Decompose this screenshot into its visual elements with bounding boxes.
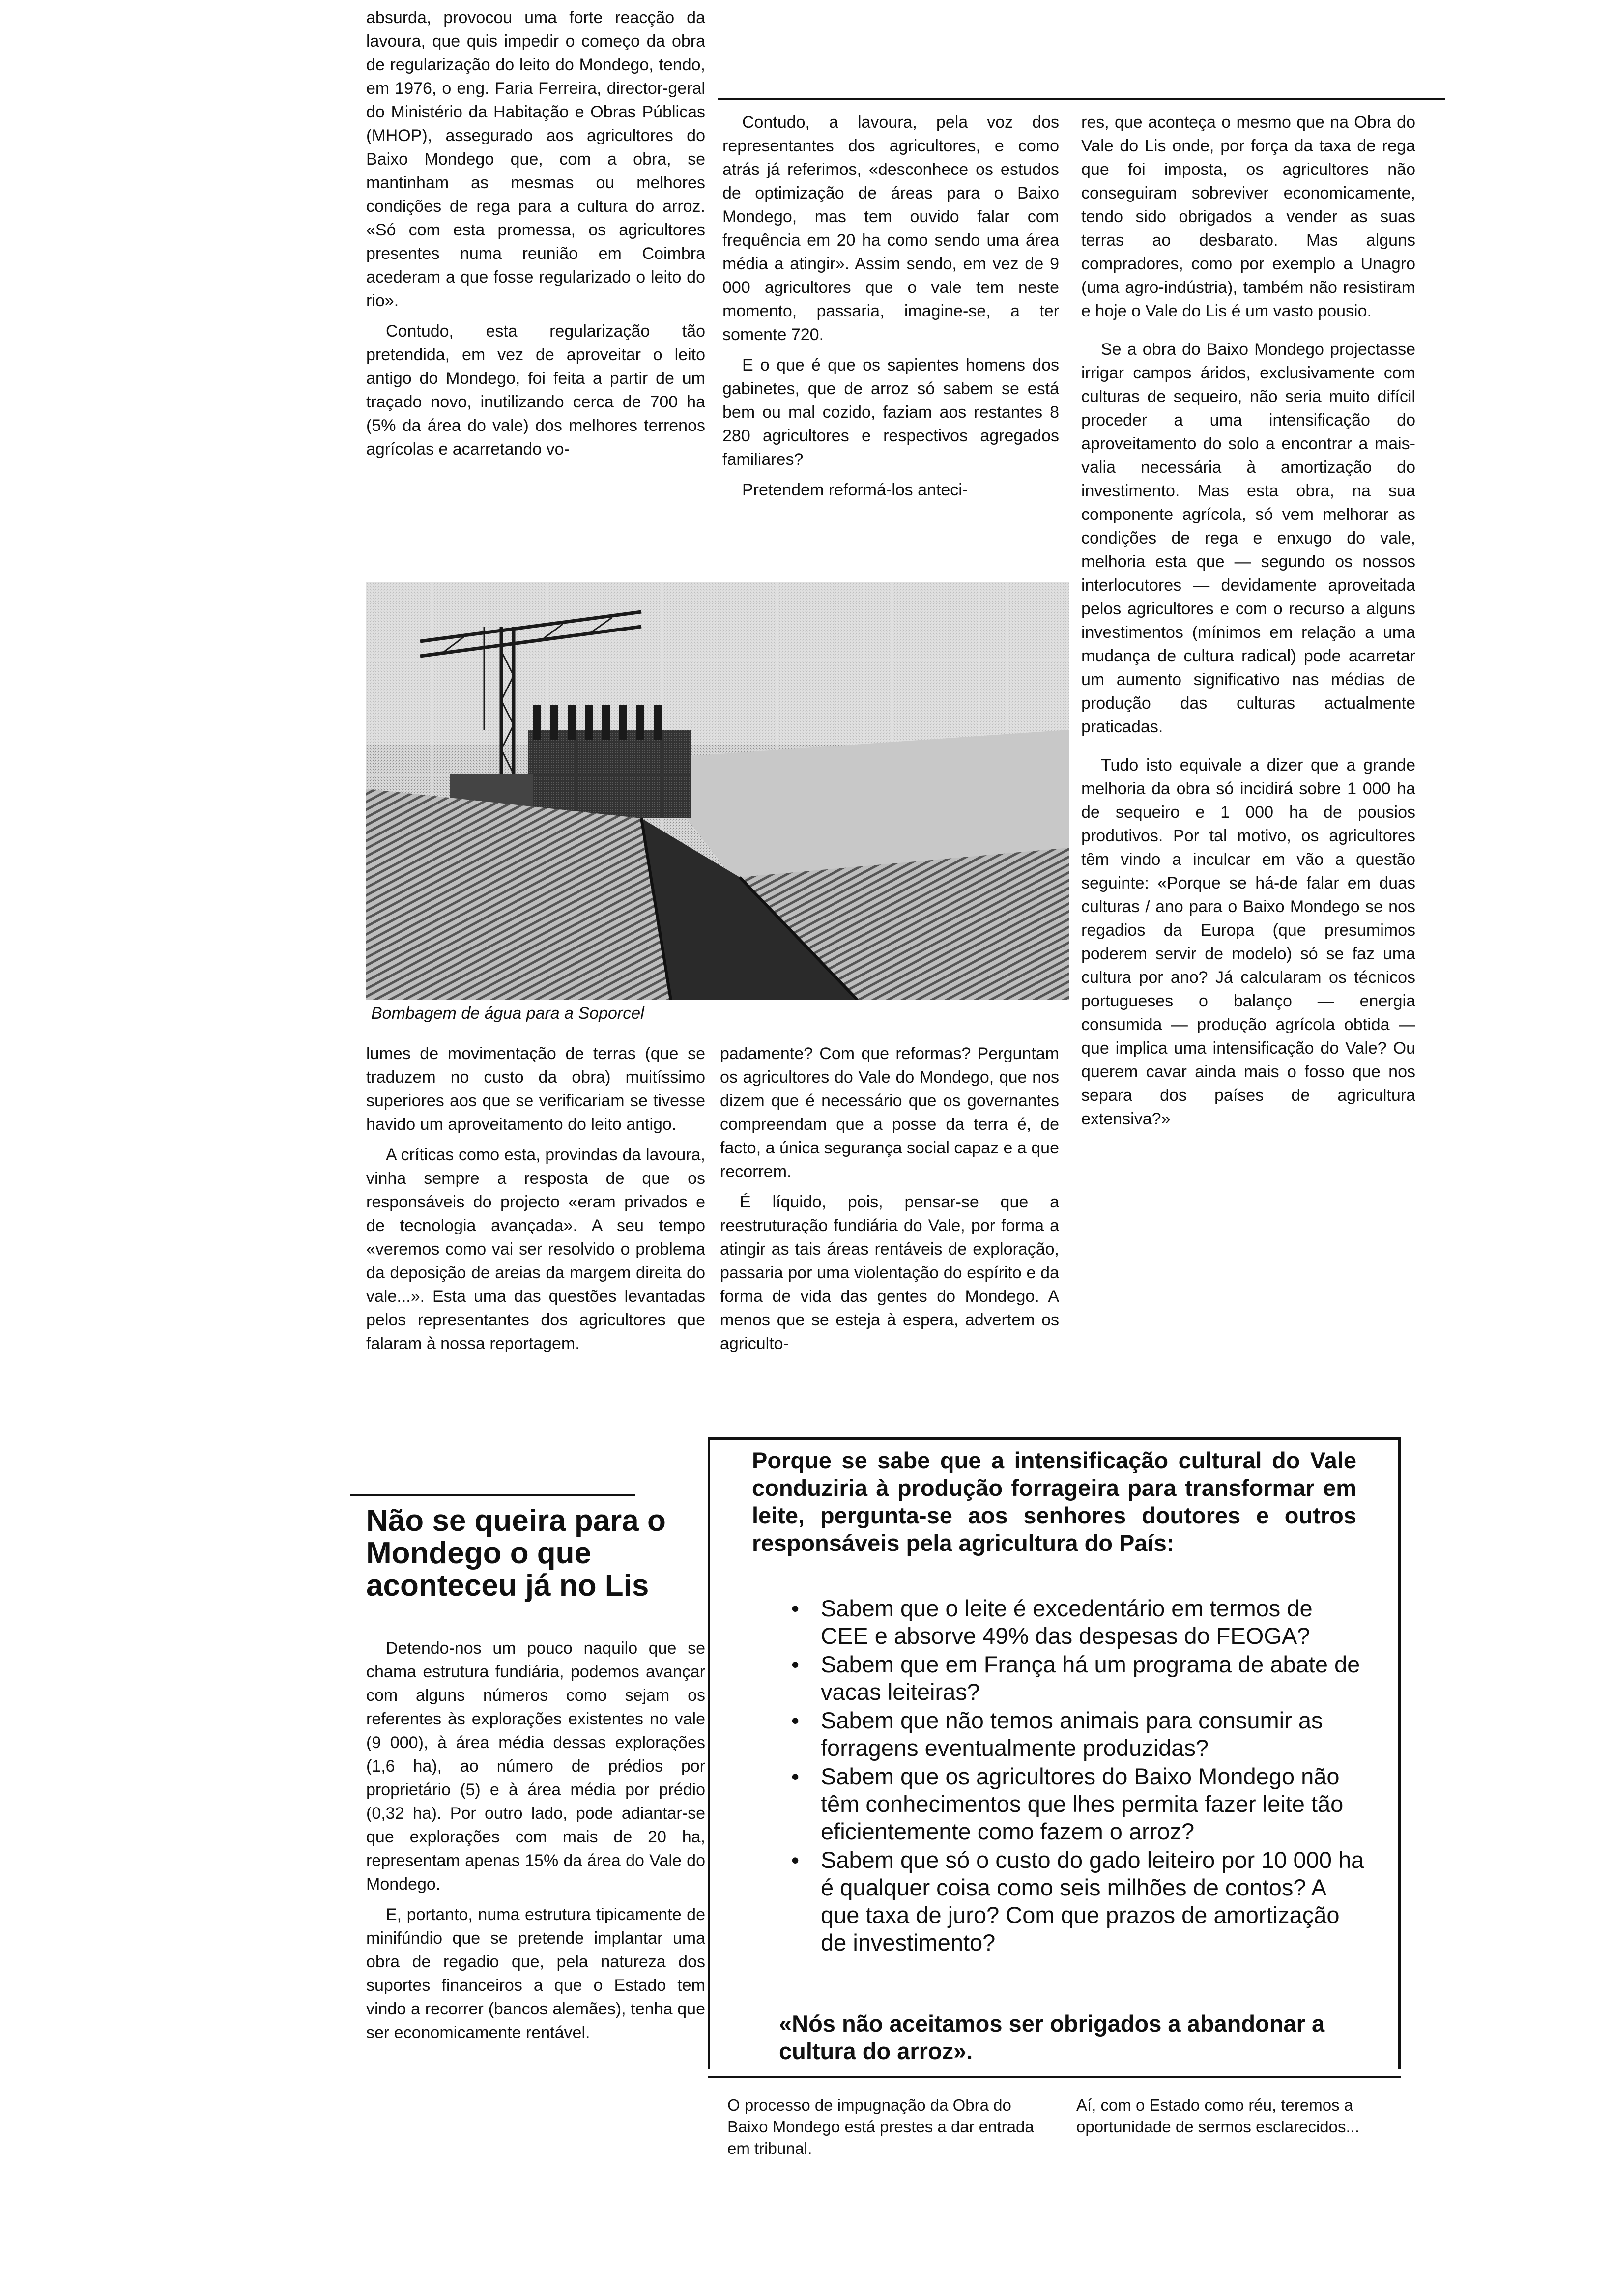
box-quote: «Nós não aceitamos ser obrigados a abandonar a cultura do arroz». <box>779 2010 1325 2064</box>
list-item <box>791 1595 1366 1650</box>
question-text: Sabem que só o custo do gado leiteiro por 10 000 ha é qualquer coisa como seis milhões de contos? A que taxa de juro? Com que prazos de amortização de investimento? <box>821 1847 1364 1955</box>
list-item <box>791 1763 1366 1845</box>
question-text: Sabem que o leite é excedentário em termos de CEE e absorve 49% das despesas do FEOGA? <box>821 1595 1313 1649</box>
paragraph: A críticas como esta, provindas da lavoura, vinha sempre a resposta de que os responsáveis do projecto «eram privados e de tecnologia avançada». A seu tempo «veremos como vai ser resolvido o problema da deposição de areias da margem direita do vale...». Esta uma das questões levantadas pelos representantes dos agricultores que falaram à nossa reportagem. <box>366 1146 705 1353</box>
question-text: Sabem que não temos animais para consumir as forragens eventualmente produzidas? <box>821 1707 1323 1761</box>
paragraph: Se a obra do Baixo Mondego projectasse irrigar campos áridos, exclusivamente com culturas de sequeiro, não seria muito difícil proceder a uma intensificação do aproveitamento do solo a encontrar a mais-valia necessária à amortização do investimento. Mas esta obra, na sua componente agrícola, só vem melhorar as condições de rega e enxugo do vale, melhoria esta que — segundo os nossos interlocutores — devidamente aproveitada pelos agricultores e com o recurso a alguns investimentos (mínimos em relação a uma mudança de cultura radical) pode acarretar um aumento significativo nas médias de produção das culturas actualmente praticadas. <box>1081 340 1415 736</box>
paragraph: res, que aconteça o mesmo que na Obra do Vale do Lis onde, por força da taxa de rega que foi imposta, os agricultores não conseguiram sobreviver economicamente, tendo sido obrigados a vender as suas terras ao desbarato. Mas alguns compradores, como por exemplo a Unagro (uma agro-indústria), também não resistiram e hoje o Vale do Lis é um vasto pousio. <box>1081 113 1415 320</box>
bullet-icon: • <box>791 1708 800 1733</box>
question-box <box>708 1437 1401 2069</box>
list-item <box>791 1846 1366 1956</box>
footer-right: Aí, com o Estado como réu, teremos a oportunidade de sermos esclarecidos... <box>1076 2096 1359 2136</box>
paragraph: Tudo isto equivale a dizer que a grande melhoria da obra só incidirá sobre 1 000 ha de sequeiro e 1 000 ha de pousios produtivos. Por tal motivo, os agricultores têm vindo a inculcar em vão a questão seguinte: «Porque se há-de falar em duas culturas / ano para o Baixo Mondego se nos regadios da Europa (que presumimos poderem servir de modelo) só se faz uma cultura por ano? Já calcularam os técnicos portugueses o balanço — energia consumida — produção agrícola obtida — que implica uma intensificação do Vale? Ou querem cavar ainda mais o fosso que nos separa dos países de agricultura extensiva?» <box>1081 756 1415 1128</box>
question-text: Sabem que em França há um programa de abate de vacas leiteiras? <box>821 1651 1360 1705</box>
paragraph: Pretendem reformá-los anteci- <box>742 481 968 499</box>
paragraph: Contudo, a lavoura, pela voz dos representantes dos agricultores, e como atrás já referimos, «desconhece os estudos de optimização de áreas para o Baixo Mondego, mas tem ouvido falar com frequência em 20 ha como sendo uma área média a atingir». Assim sendo, em vez de 9 000 agricultores que o vale tem neste momento, passaria, imagine-se, a ter somente 720. <box>722 113 1059 344</box>
column-a-mid <box>366 1042 705 1362</box>
paragraph: absurda, provocou uma forte reacção da lavoura, que quis impedir o começo da obra de regularização do leito do Mondego, tendo, em 1976, o eng. Faria Ferreira, director-geral do Ministério da Habitação e Obras Públicas (MHOP), assegurado aos agricultores do Baixo Mondego que, com a obra, se mantinham as mesmas ou melhores condições de rega para a cultura do arroz. «Só com esta promessa, os agricultores presentes numa reunião em Coimbra acederam a que fosse regularizado o leito do rio». <box>366 8 705 310</box>
column-b-top <box>722 111 1059 509</box>
bullet-icon: • <box>791 1596 800 1621</box>
paragraph: Contudo, esta regularização tão pretendida, em vez de aproveitar o leito antigo do Mondego, foi feita a partir de um traçado novo, inutilizando cerca de 700 ha (5% da área do vale) dos melhores terrenos agrícolas e acarretando vo- <box>366 322 705 459</box>
bullet-icon: • <box>791 1764 800 1789</box>
box-bottom-rule <box>708 2076 1401 2078</box>
question-list <box>791 1595 1366 1957</box>
list-item <box>791 1707 1366 1762</box>
paragraph: É líquido, pois, pensar-se que a reestruturação fundiária do Vale, por forma a atingir as tais áreas rentáveis de exploração, passaria por uma violentação do espírito e da forma de vida das gentes do Mondego. A menos que se esteja à espera, advertem os agriculto- <box>720 1193 1059 1353</box>
header-rule <box>718 98 1445 100</box>
box-intro: Porque se sabe que a intensificação cultural do Vale conduziria à produção forrageira para transformar em leite, pergunta-se aos senhores doutores e outros responsáveis pela agricultura do País: <box>752 1447 1356 1556</box>
bullet-icon: • <box>791 1652 800 1677</box>
photo-caption: Bombagem de água para a Soporcel <box>371 1004 644 1023</box>
photo-water-pumping <box>366 582 1069 1000</box>
column-c <box>1081 111 1415 1138</box>
column-a-bottom <box>366 1636 705 2051</box>
list-item <box>791 1651 1366 1706</box>
paragraph: lumes de movimentação de terras (que se traduzem no custo da obra) muitíssimo superiores aos que se verificariam se tivesse havido um aproveitamento do leito antigo. <box>366 1044 705 1134</box>
section-rule <box>350 1494 635 1496</box>
column-b-mid <box>720 1042 1059 1362</box>
paragraph: padamente? Com que reformas? Perguntam os agricultores do Vale do Mondego, que nos dizem que é necessário que os governantes compreendam que a posse da terra é, de facto, a única segurança social capaz e a que recorrem. <box>720 1044 1059 1181</box>
question-text: Sabem que os agricultores do Baixo Mondego não têm conhecimentos que lhes permita fazer leite tão eficientemente como fazem o arroz? <box>821 1763 1344 1844</box>
subheading: Não se queira para o Mondego o que aconteceu já no Lis <box>366 1504 666 1603</box>
bullet-icon: • <box>791 1847 800 1873</box>
column-a-top <box>366 6 705 468</box>
paragraph: Detendo-nos um pouco naquilo que se chama estrutura fundiária, podemos avançar com alguns números como sejam os referentes às explorações existentes no vale (9 000), à área média dessas explorações (1,6 ha), ao número de prédios por proprietário (5) e à área média por prédio (0,32 ha). Por outro lado, pode adiantar-se que explorações com mais de 20 ha, representam apenas 15% da área do Vale do Mondego. <box>366 1639 705 1894</box>
footer-left: O processo de impugnação da Obra do Baixo Mondego está prestes a dar entrada em tribunal. <box>727 2096 1034 2157</box>
paragraph: E o que é que os sapientes homens dos gabinetes, que de arroz só sabem se está bem ou mal cozido, faziam aos restantes 8 280 agricultores e respectivos agregados familiares? <box>722 356 1059 469</box>
paragraph: E, portanto, numa estrutura tipicamente de minifúndio que se pretende implantar uma obra de regadio que, pela natureza dos suportes financeiros a que o Estado tem vindo a recorrer (bancos alemães), tenha que ser economicamente rentável. <box>366 1905 705 2042</box>
